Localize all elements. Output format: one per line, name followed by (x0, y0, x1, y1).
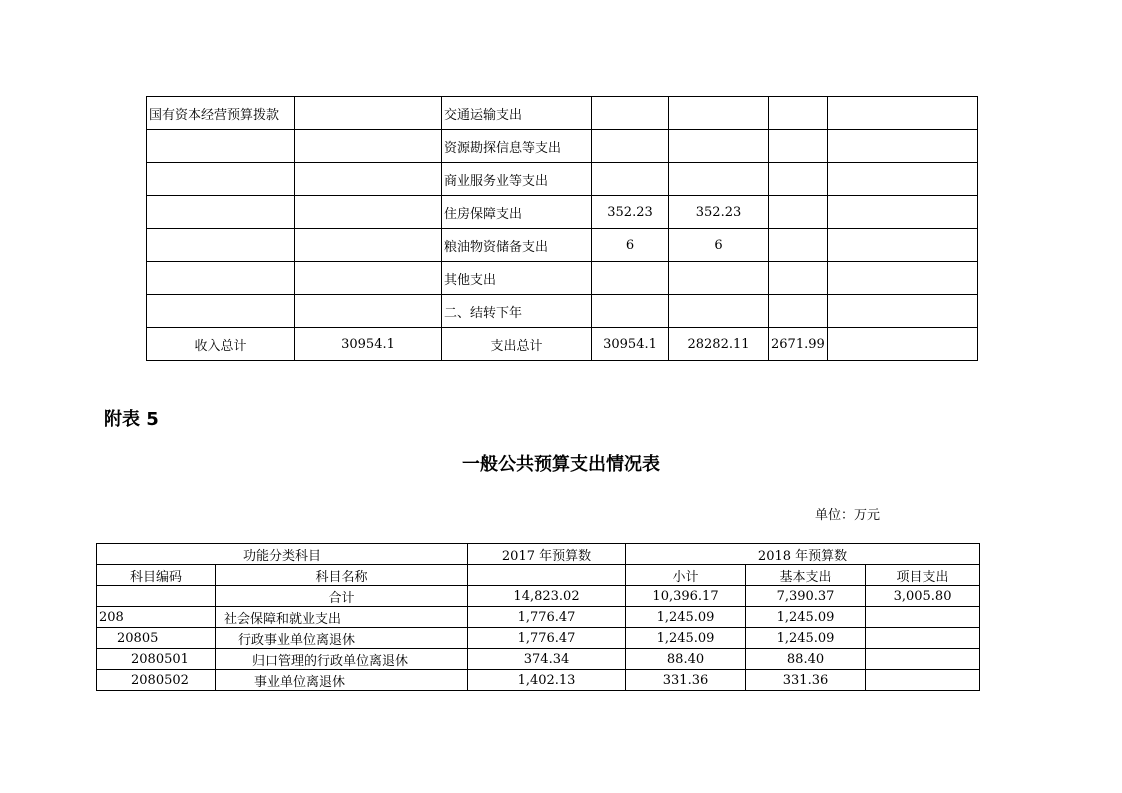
expenditure-total: 6 (592, 229, 669, 262)
expenditure-project (769, 295, 828, 328)
table-row (147, 97, 978, 130)
subject-name: 事业单位离退休 (216, 670, 468, 691)
table-row (97, 670, 980, 691)
expenditure-basic (669, 295, 769, 328)
value-basic: 88.40 (746, 649, 866, 670)
table-row (147, 130, 978, 163)
total-basic: 7,390.37 (746, 586, 866, 607)
expenditure-total-label: 支出总计 (442, 328, 592, 361)
expenditure-item: 二、结转下年 (442, 295, 592, 328)
revenue-amount (295, 229, 442, 262)
expenditure-extra (828, 97, 978, 130)
revenue-item (147, 196, 295, 229)
header-2017-blank (468, 565, 626, 586)
expenditure-total: 30954.1 (592, 328, 669, 361)
expenditure-total (592, 295, 669, 328)
expenditure-item: 交通运输支出 (442, 97, 592, 130)
value-project (866, 670, 980, 691)
subject-code: 2080501 (97, 649, 216, 670)
expenditure-basic (669, 97, 769, 130)
revenue-amount (295, 130, 442, 163)
total-subtotal: 10,396.17 (626, 586, 746, 607)
expenditure-item: 粮油物资储备支出 (442, 229, 592, 262)
revenue-total-label: 收入总计 (147, 328, 295, 361)
page-title: 一般公共预算支出情况表 (462, 454, 660, 475)
value-subtotal: 331.36 (626, 670, 746, 691)
revenue-item (147, 163, 295, 196)
subject-code: 20805 (97, 628, 216, 649)
revenue-item (147, 262, 295, 295)
expenditure-table (96, 543, 980, 691)
revenue-amount (295, 295, 442, 328)
expenditure-total: 352.23 (592, 196, 669, 229)
revenue-amount (295, 262, 442, 295)
table-row (97, 607, 980, 628)
total-row (147, 328, 978, 361)
unit-label: 单位：万元 (815, 508, 881, 523)
expenditure-project (769, 130, 828, 163)
table-row (147, 163, 978, 196)
expenditure-extra (828, 229, 978, 262)
total-2017: 14,823.02 (468, 586, 626, 607)
budget-summary-table (146, 96, 978, 361)
subject-code: 2080502 (97, 670, 216, 691)
total-project: 3,005.80 (866, 586, 980, 607)
table-row (97, 649, 980, 670)
expenditure-project (769, 229, 828, 262)
subject-code: 208 (97, 607, 216, 628)
value-subtotal: 88.40 (626, 649, 746, 670)
expenditure-basic (669, 262, 769, 295)
revenue-item (147, 130, 295, 163)
expenditure-total (592, 97, 669, 130)
expenditure-basic: 352.23 (669, 196, 769, 229)
value-2017: 1,402.13 (468, 670, 626, 691)
expenditure-basic (669, 163, 769, 196)
revenue-amount (295, 196, 442, 229)
expenditure-basic (669, 130, 769, 163)
table-row (147, 229, 978, 262)
expenditure-project (769, 262, 828, 295)
total-code (97, 586, 216, 607)
expenditure-extra (828, 163, 978, 196)
value-2017: 1,776.47 (468, 607, 626, 628)
value-project (866, 649, 980, 670)
subject-name: 行政事业单位离退休 (216, 628, 468, 649)
table-row (147, 295, 978, 328)
revenue-item (147, 229, 295, 262)
expenditure-extra (828, 262, 978, 295)
expenditure-item: 住房保障支出 (442, 196, 592, 229)
value-subtotal: 1,245.09 (626, 607, 746, 628)
value-project (866, 628, 980, 649)
appendix-label: 附表 5 (104, 409, 159, 430)
expenditure-total (592, 130, 669, 163)
value-basic: 331.36 (746, 670, 866, 691)
value-2017: 374.34 (468, 649, 626, 670)
expenditure-basic: 6 (669, 229, 769, 262)
expenditure-total (592, 163, 669, 196)
expenditure-extra (828, 196, 978, 229)
table-row (147, 262, 978, 295)
total-label: 合计 (216, 586, 468, 607)
revenue-item: 国有资本经营预算拨款 (147, 97, 295, 130)
value-basic: 1,245.09 (746, 628, 866, 649)
expenditure-project (769, 163, 828, 196)
expenditure-extra (828, 328, 978, 361)
header-2017: 2017 年预算数 (468, 544, 626, 565)
revenue-total-amount: 30954.1 (295, 328, 442, 361)
expenditure-item: 资源勘探信息等支出 (442, 130, 592, 163)
revenue-item (147, 295, 295, 328)
subject-name: 社会保障和就业支出 (216, 607, 468, 628)
subject-name: 归口管理的行政单位离退休 (216, 649, 468, 670)
revenue-amount (295, 97, 442, 130)
expenditure-extra (828, 295, 978, 328)
header-basic: 基本支出 (746, 565, 866, 586)
expenditure-item: 其他支出 (442, 262, 592, 295)
total-row (97, 586, 980, 607)
expenditure-item: 商业服务业等支出 (442, 163, 592, 196)
table-row (147, 196, 978, 229)
value-subtotal: 1,245.09 (626, 628, 746, 649)
header-2018-group: 2018 年预算数 (626, 544, 980, 565)
revenue-amount (295, 163, 442, 196)
table-row (97, 628, 980, 649)
value-basic: 1,245.09 (746, 607, 866, 628)
expenditure-project (769, 97, 828, 130)
expenditure-total (592, 262, 669, 295)
expenditure-extra (828, 130, 978, 163)
header-name: 科目名称 (216, 565, 468, 586)
header-row (97, 565, 980, 586)
value-2017: 1,776.47 (468, 628, 626, 649)
header-project: 项目支出 (866, 565, 980, 586)
expenditure-basic: 28282.11 (669, 328, 769, 361)
header-code: 科目编码 (97, 565, 216, 586)
expenditure-project: 2671.99 (769, 328, 828, 361)
header-subject-group: 功能分类科目 (97, 544, 468, 565)
value-project (866, 607, 980, 628)
header-subtotal: 小计 (626, 565, 746, 586)
expenditure-project (769, 196, 828, 229)
header-row (97, 544, 980, 565)
